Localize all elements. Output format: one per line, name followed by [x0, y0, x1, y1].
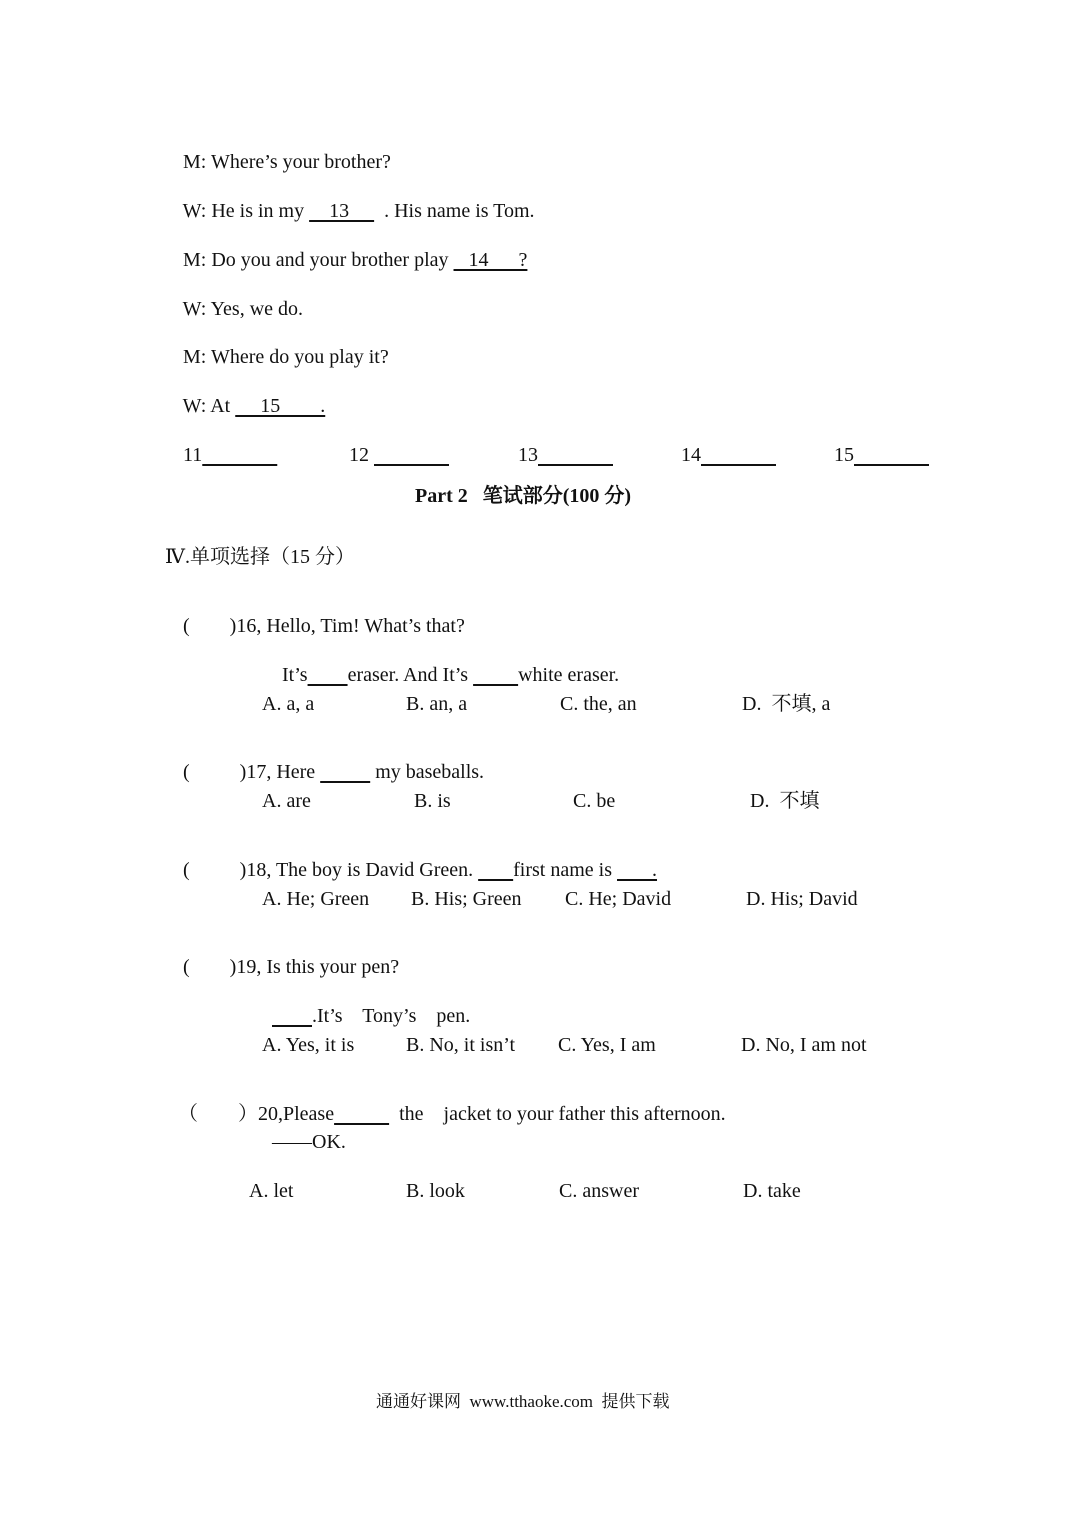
q19-text: .It’s Tony’s pen. — [312, 1005, 471, 1027]
question-stem: 20,Please — [258, 1103, 335, 1125]
answer-item-11 — [173, 425, 277, 465]
q19-option-a: A. Yes, it is — [262, 1034, 355, 1056]
q17-option-d: D. 不填 — [750, 790, 820, 812]
answer-paren: ( ) — [183, 859, 247, 881]
answer-line — [202, 444, 277, 466]
answer-label: 13 — [518, 444, 538, 466]
dialogue-text: M: Do you and your brother play — [183, 249, 454, 271]
answer-blank-15: 15 . — [235, 395, 326, 417]
dialogue-line-5 — [173, 327, 389, 367]
q19-blank — [272, 1005, 312, 1027]
answer-paren: ( ) — [183, 956, 237, 978]
dialogue-line-6 — [173, 376, 325, 416]
question-stem: first name is — [513, 859, 618, 881]
q17-option-c: C. be — [573, 790, 616, 812]
part2-title: Part 2 笔试部分(100 分) — [415, 485, 632, 507]
answer-label: 14 — [681, 444, 701, 466]
question-20 — [168, 1084, 726, 1124]
question-stem: 17, Here — [246, 761, 321, 783]
q16-option-c: C. the, an — [560, 693, 637, 715]
question-stem: the jacket to your father this afternoon. — [389, 1103, 726, 1125]
dialogue-line-3 — [173, 230, 527, 270]
q16-option-a: A. a, a — [262, 693, 315, 715]
answer-line — [374, 444, 449, 466]
answer-label: 11 — [183, 444, 203, 466]
answer-item-14 — [671, 425, 776, 465]
question-16-line2 — [272, 645, 619, 685]
q17-blank — [320, 761, 370, 783]
q17-option-b: B. is — [414, 790, 451, 812]
answer-paren: ( ) — [183, 761, 247, 783]
answer-item-15 — [824, 425, 929, 465]
q19-option-c: C. Yes, I am — [558, 1034, 656, 1056]
question-17 — [173, 742, 484, 782]
q16-text: white eraser. — [518, 664, 620, 686]
q20-reply: ——OK. — [272, 1131, 346, 1153]
answer-item-12 — [339, 425, 449, 465]
q18-blank-2: . — [617, 859, 658, 881]
question-stem: 16, Hello, Tim! What’s that? — [236, 615, 465, 637]
q18-option-c: C. He; David — [565, 888, 672, 910]
answer-paren: ( ) — [183, 615, 237, 637]
answer-blank-13: 13 — [309, 200, 375, 222]
q16-option-b: B. an, a — [406, 693, 468, 715]
dialogue-text: . His name is Tom. — [374, 200, 535, 222]
q19-option-d: D. No, I am not — [741, 1034, 867, 1056]
dialogue-text: M: Where do you play it? — [183, 346, 389, 368]
answer-line — [538, 444, 613, 466]
question-19-line2 — [262, 986, 470, 1026]
question-18 — [173, 840, 657, 880]
dialogue-text: W: Yes, we do. — [182, 298, 304, 320]
answer-paren: （ ） — [178, 1103, 258, 1125]
dialogue-text: W: At — [182, 395, 236, 417]
answer-label: 12 — [349, 444, 369, 466]
q16-blank-1 — [308, 664, 348, 686]
dialogue-text: M: Where’s your brother? — [183, 151, 391, 173]
question-19 — [173, 937, 399, 977]
q16-text: It’s — [282, 664, 308, 686]
section4-title: Ⅳ.单项选择（15 分） — [165, 546, 355, 568]
q18-option-a: A. He; Green — [262, 888, 370, 910]
q20-option-b: B. look — [406, 1180, 465, 1202]
q20-option-d: D. take — [743, 1180, 801, 1202]
answer-line — [701, 444, 776, 466]
q20-option-c: C. answer — [559, 1180, 639, 1202]
question-stem: 19, Is this your pen? — [236, 956, 400, 978]
q16-text: eraser. And It’s — [347, 664, 474, 686]
q20-option-a: A. let — [249, 1180, 294, 1202]
dialogue-line-1 — [173, 132, 391, 172]
dialogue-line-4 — [173, 279, 303, 319]
answer-item-13 — [508, 425, 613, 465]
q18-option-d: D. His; David — [746, 888, 858, 910]
question-16 — [173, 596, 465, 636]
q17-option-a: A. are — [262, 790, 311, 812]
q18-blank-1 — [478, 859, 513, 881]
q16-option-d: D. 不填, a — [742, 693, 831, 715]
q16-blank-2 — [473, 664, 518, 686]
question-stem: 18, The boy is David Green. — [246, 859, 479, 881]
footer-text: 通通好课网 www.tthaoke.com 提供下载 — [376, 1392, 670, 1411]
q20-blank — [334, 1103, 389, 1125]
answer-line — [854, 444, 929, 466]
answer-label: 15 — [834, 444, 854, 466]
dialogue-line-2 — [173, 181, 535, 221]
dialogue-text: W: He is in my — [182, 200, 310, 222]
question-stem: my baseballs. — [370, 761, 485, 783]
q19-option-b: B. No, it isn’t — [406, 1034, 516, 1056]
q18-option-b: B. His; Green — [411, 888, 522, 910]
answer-blank-14: 14 ? — [453, 249, 528, 271]
